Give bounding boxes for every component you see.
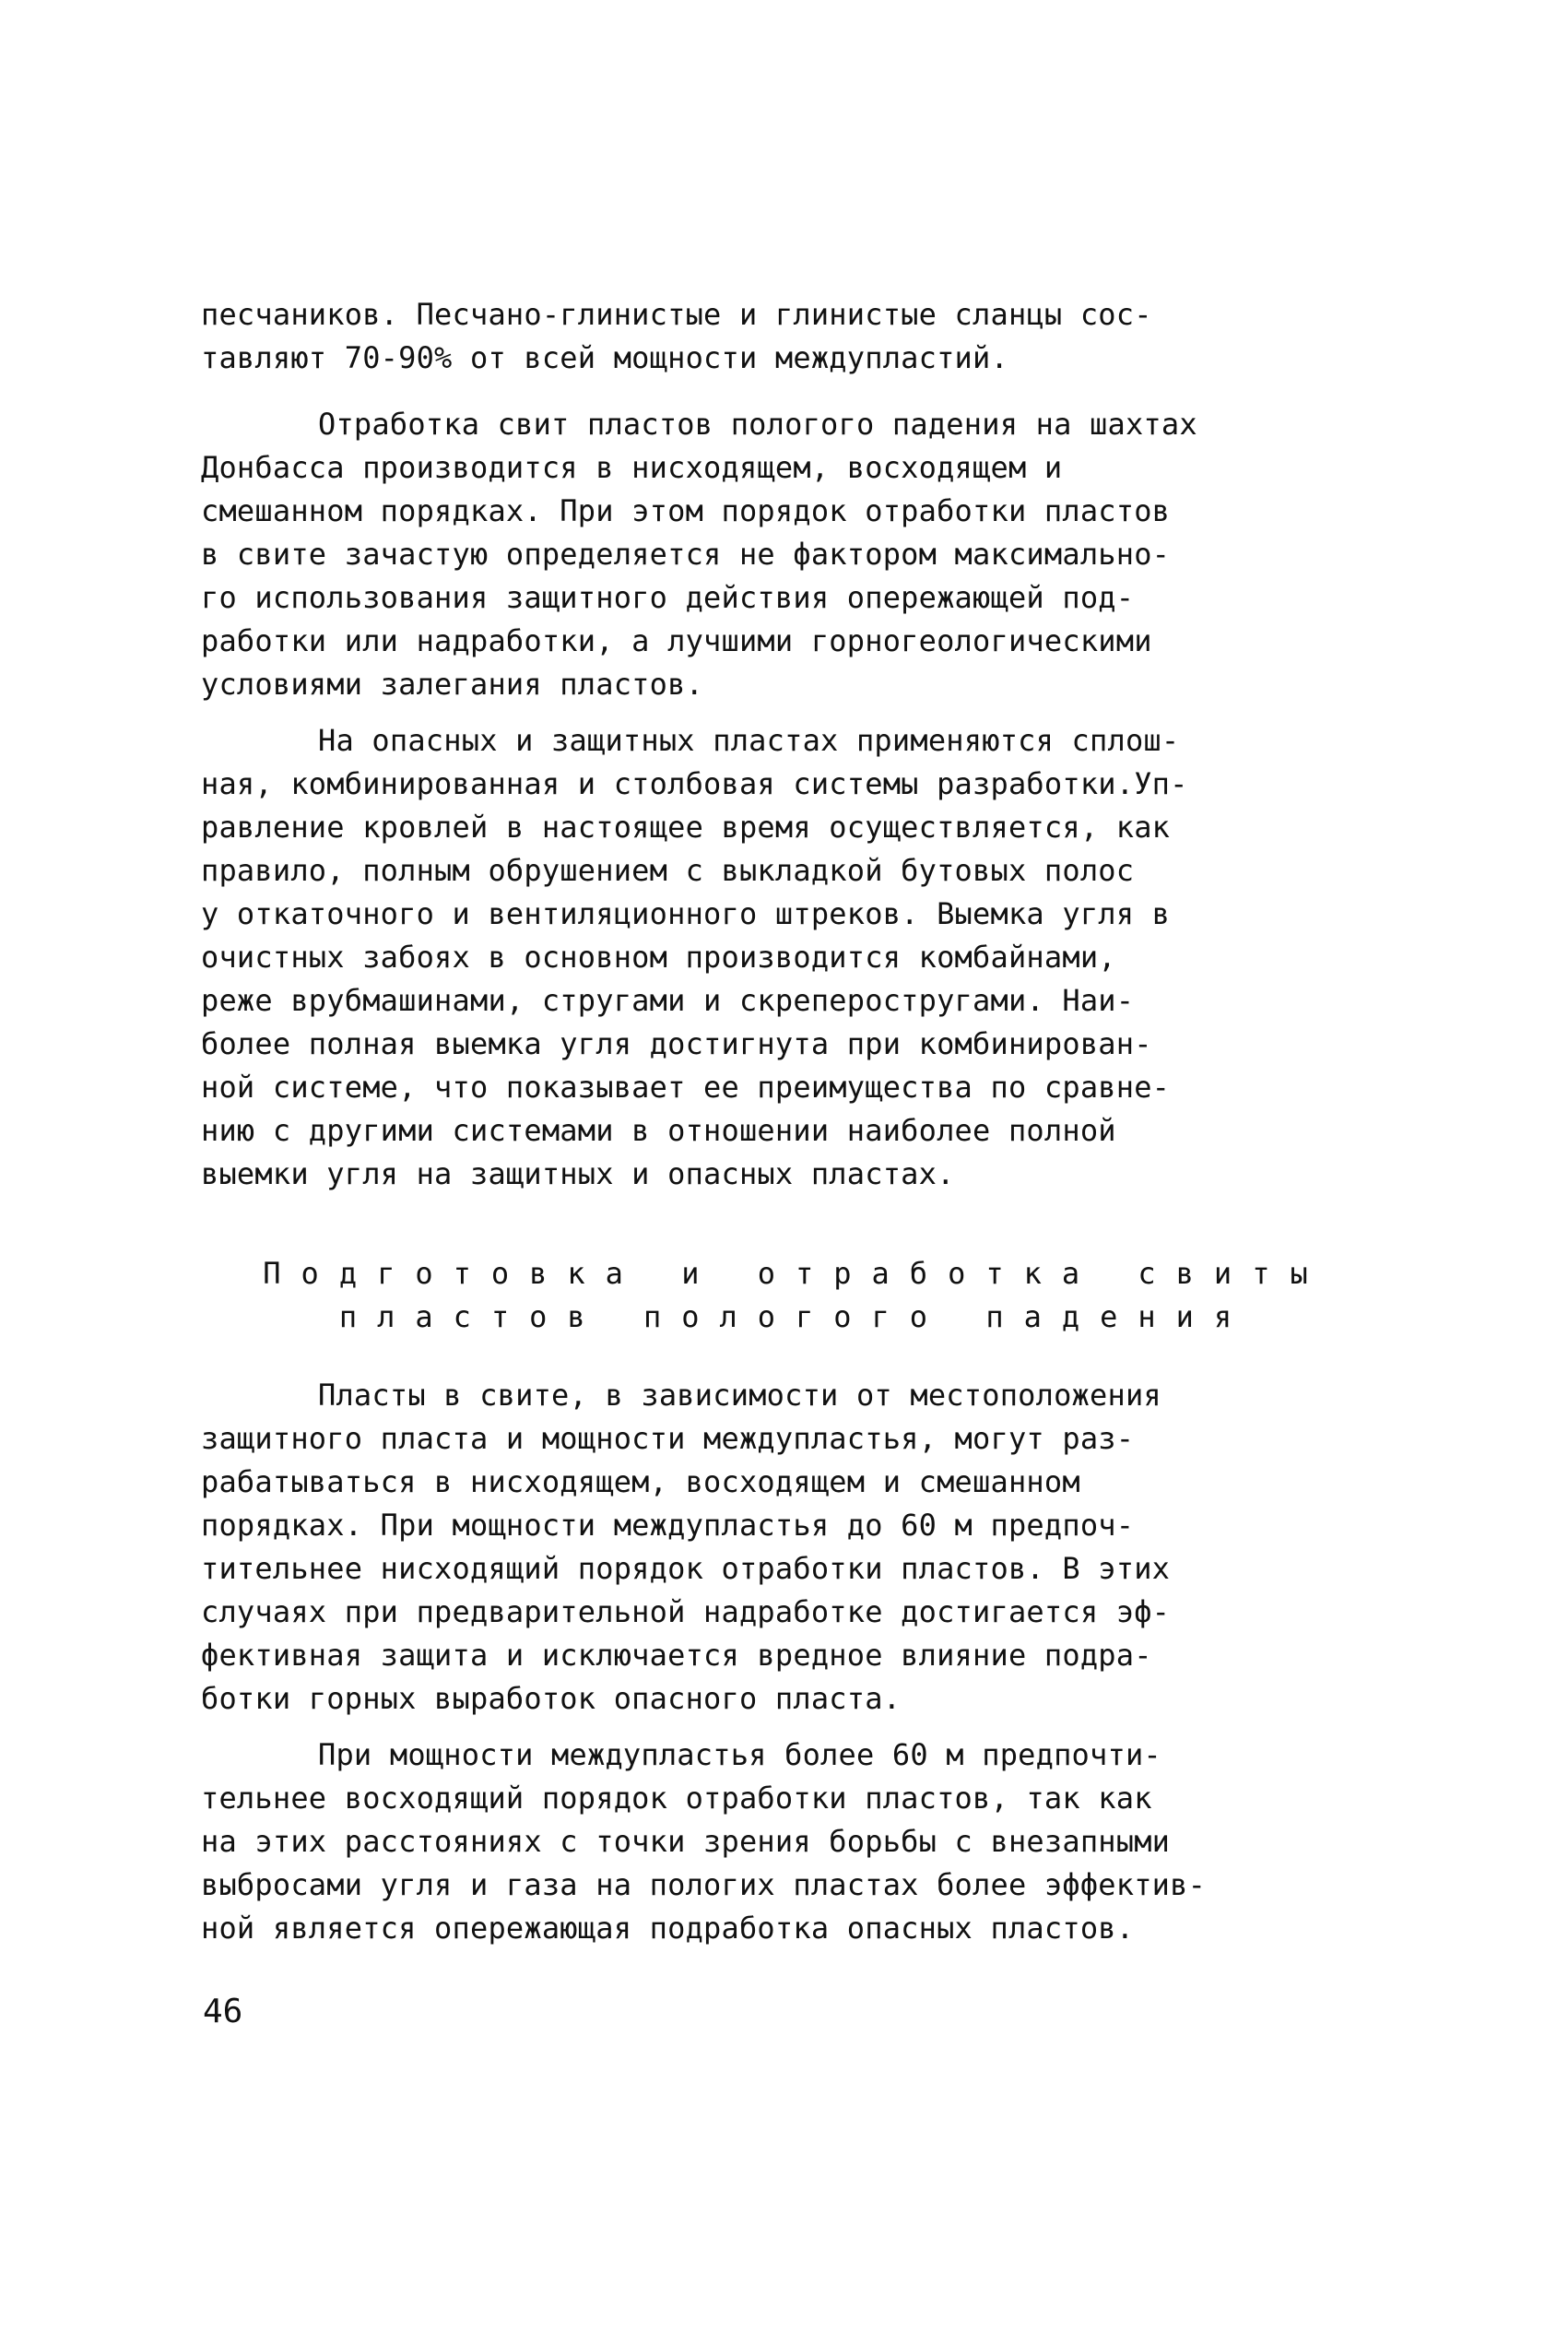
text-line: При мощности междупластья более 60 м предпочти- [318, 1737, 1161, 1772]
paragraph-2 [201, 719, 1390, 1196]
text-line: порядках. При мощности междупластья до 60 м предпоч- [201, 1508, 1135, 1543]
heading-line: Подготовка и отработка свиты [263, 1256, 1328, 1291]
text-line: Отработка свит пластов пологого падения на шахтах [318, 407, 1197, 442]
text-line: ной системе, что показывает ее преимущества по сравне- [201, 1070, 1171, 1105]
text-line: в свите зачастую определяется не фактором максимально- [201, 537, 1171, 572]
text-line: выемки угля на защитных и опасных пластах. [201, 1156, 955, 1191]
paragraph-intro [201, 293, 1390, 380]
text-line: правило, полным обрушением с выкладкой бутовых полос [201, 853, 1135, 888]
section-heading [201, 1252, 1390, 1339]
text-line: защитного пласта и мощности междупластья, могут раз- [201, 1421, 1135, 1456]
text-line: очистных забоях в основном производится комбайнами, [201, 940, 1116, 975]
text-line: нию с другими системами в отношении наиболее полной [201, 1113, 1116, 1148]
text-line: Пласты в свите, в зависимости от местоположения [318, 1378, 1161, 1413]
text-line: у откаточного и вентиляционного штреков. Выемка угля в [201, 896, 1171, 931]
text-line: на этих расстояниях с точки зрения борьбы с внезапными [201, 1824, 1171, 1859]
text-line: выбросами угля и газа на пологих пластах более эффектив- [201, 1867, 1207, 1902]
text-line: условиями залегания пластов. [201, 667, 704, 702]
text-line: тавляют 70-90% от всей мощности междупластий. [201, 340, 1008, 375]
text-line: ная, комбинированная и столбовая системы разработки.Уп- [201, 766, 1188, 801]
text-line: реже врубмашинами, стругами и скреперостругами. Наи- [201, 983, 1135, 1018]
heading-line: пластов пологого падения [338, 1299, 1253, 1334]
text-line: На опасных и защитных пластах применяются сплош- [318, 723, 1180, 758]
text-line: ной является опережающая подработка опасных пластов. [201, 1911, 1135, 1946]
paragraph-3 [201, 1374, 1390, 1721]
paragraph-1 [201, 403, 1390, 706]
text-line: рабатываться в нисходящем, восходящем и смешанном [201, 1464, 1080, 1499]
text-line: работки или надработки, а лучшими горногеологическими [201, 623, 1152, 658]
text-line: ботки горных выработок опасного пласта. [201, 1681, 902, 1716]
text-line: фективная защита и исключается вредное влияние подра- [201, 1638, 1152, 1673]
page-number: 46 [203, 1993, 243, 2030]
text-line: случаях при предварительной надработке достигается эф- [201, 1594, 1171, 1629]
text-line: песчаников. Песчано-глинистые и глинистые сланцы сос- [201, 297, 1152, 332]
text-line: более полная выемка угля достигнута при комбинирован- [201, 1026, 1152, 1061]
paragraph-4 [201, 1733, 1390, 1950]
text-line: тельнее восходящий порядок отработки пластов, так как [201, 1781, 1152, 1816]
text-line: равление кровлей в настоящее время осуществляется, как [201, 810, 1171, 845]
text-line: тительнее нисходящий порядок отработки пластов. В этих [201, 1551, 1171, 1586]
text-line: го использования защитного действия опережающей под- [201, 580, 1135, 615]
text-line: Донбасса производится в нисходящем, восходящем и [201, 450, 1063, 485]
text-line: смешанном порядках. При этом порядок отработки пластов [201, 493, 1171, 528]
